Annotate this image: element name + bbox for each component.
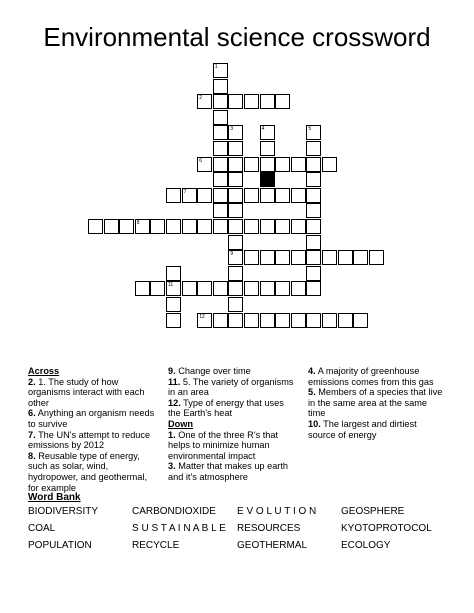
word-bank-item: RECYCLE [132, 540, 180, 551]
grid-cell[interactable] [260, 281, 275, 296]
word-bank-heading: Word Bank [28, 492, 81, 503]
word-bank-item: ECOLOGY [341, 540, 391, 551]
grid-cell[interactable] [150, 281, 165, 296]
word-bank-item: E V O L U T I O N [237, 506, 317, 517]
clue-across-11: 11. 5. The variety of organisms in an area [168, 376, 294, 398]
grid-cell[interactable] [135, 219, 150, 234]
grid-cell[interactable] [228, 219, 243, 234]
cell-number: 7 [183, 188, 187, 195]
grid-cell[interactable] [244, 94, 259, 109]
word-bank-item: GEOTHERMAL [237, 540, 308, 551]
grid-cell[interactable] [166, 297, 181, 312]
word-bank-item: RESOURCES [237, 523, 301, 534]
grid-cell[interactable] [166, 219, 181, 234]
clue-down-10: 10. The largest and dirtiest source of energy [308, 418, 417, 440]
grid-cell[interactable] [322, 313, 337, 328]
grid-cell[interactable] [260, 313, 275, 328]
word-bank-item: BIODIVERSITY [28, 506, 99, 517]
grid-cell[interactable] [338, 250, 353, 265]
clue-across-8: 8. Reusable type of energy, such as solar, wind, hydropower, and geothermal, for example [28, 450, 148, 493]
clues-col-3 [308, 366, 446, 440]
grid-cell[interactable] [353, 250, 368, 265]
grid-cell[interactable] [275, 250, 290, 265]
grid-cell[interactable] [291, 219, 306, 234]
grid-cell[interactable] [306, 266, 321, 281]
grid-cell[interactable] [228, 157, 243, 172]
cell-number: 8 [136, 220, 140, 226]
grid-black-cell [260, 172, 275, 187]
grid-cell[interactable] [213, 157, 228, 172]
grid-cell[interactable] [228, 141, 243, 156]
grid-cell[interactable] [213, 110, 228, 125]
grid-cell[interactable] [353, 313, 368, 328]
grid-cell[interactable] [244, 219, 259, 234]
grid-cell[interactable] [260, 188, 275, 203]
clue-across-2: 2. 1. The study of how organisms interact with each other [28, 376, 145, 408]
grid-cell[interactable] [260, 141, 275, 156]
grid-cell[interactable] [306, 219, 321, 234]
word-bank [0, 506, 474, 566]
grid-cell[interactable] [322, 157, 337, 172]
clue-across-6: 6. Anything an organism needs to survive [28, 408, 155, 429]
cell-number: 2 [199, 95, 202, 102]
grid-cell[interactable] [244, 250, 259, 265]
grid-cell[interactable] [182, 281, 197, 296]
grid-cell[interactable] [306, 172, 321, 187]
grid-cell[interactable] [291, 313, 306, 328]
grid-cell[interactable] [306, 141, 321, 156]
grid-cell[interactable] [291, 281, 306, 296]
grid-cell[interactable] [275, 188, 290, 203]
grid-cell[interactable] [166, 313, 181, 328]
clue-down-3: 3. Matter that makes up earth and it's atmosphere [168, 461, 289, 482]
grid-cell[interactable] [291, 157, 306, 172]
cell-number: 3 [230, 126, 234, 133]
grid-cell[interactable] [213, 125, 228, 140]
grid-cell[interactable] [197, 94, 212, 109]
word-bank-item: GEOSPHERE [341, 506, 405, 517]
grid-cell[interactable] [244, 188, 259, 203]
grid-cell[interactable] [306, 250, 321, 265]
grid-cell[interactable] [213, 203, 228, 218]
grid-cell[interactable] [228, 203, 243, 218]
grid-cell[interactable] [150, 219, 165, 234]
grid-cell[interactable] [228, 188, 243, 203]
grid-cell[interactable] [228, 235, 243, 250]
grid-cell[interactable] [213, 63, 228, 78]
grid-cell[interactable] [213, 79, 228, 94]
grid-cell[interactable] [275, 157, 290, 172]
grid-cell[interactable] [275, 281, 290, 296]
page-title: Environmental science crossword [43, 22, 431, 52]
cell-number: 1 [214, 64, 218, 70]
grid-cell[interactable] [306, 125, 321, 140]
grid-cell[interactable] [322, 250, 337, 265]
grid-cell[interactable] [166, 266, 181, 281]
grid-cell[interactable] [197, 188, 212, 203]
grid-cell[interactable] [135, 281, 150, 296]
grid-cell[interactable] [197, 313, 212, 328]
grid-cell[interactable] [338, 313, 353, 328]
grid-cell[interactable] [260, 219, 275, 234]
grid-cell[interactable] [197, 219, 212, 234]
grid-cell[interactable] [306, 235, 321, 250]
grid-cell[interactable] [260, 157, 275, 172]
grid-cell[interactable] [166, 281, 181, 296]
cell-number: 12 [199, 313, 205, 320]
grid-cell[interactable] [260, 125, 275, 140]
clue-across-7: 7. The UN's attempt to reduce emissions by 2012 [28, 429, 151, 451]
clue-down-1: 1. One of the three R's that helps to minimize human environmental impact [168, 429, 279, 461]
grid-cell[interactable] [369, 250, 384, 265]
grid-cell[interactable] [213, 313, 228, 328]
grid-cell[interactable] [182, 219, 197, 234]
down-heading: Down [168, 418, 194, 429]
clue-across-9: 9. Change over time [168, 366, 251, 376]
grid-cell[interactable] [228, 172, 243, 187]
grid-cell[interactable] [291, 250, 306, 265]
grid-cell[interactable] [197, 281, 212, 296]
grid-cell[interactable] [228, 281, 243, 296]
grid-cell[interactable] [275, 219, 290, 234]
grid-cell[interactable] [244, 281, 259, 296]
word-bank-item: CARBONDIOXIDE [132, 506, 216, 517]
grid-cell[interactable] [228, 125, 243, 140]
cell-number: 11 [168, 282, 174, 289]
across-heading: Across [28, 366, 60, 376]
word-bank-item: POPULATION [28, 540, 92, 551]
grid-cell[interactable] [306, 157, 321, 172]
cell-number: 4 [261, 126, 265, 133]
across-clues-col-1 [28, 366, 158, 493]
cell-number: 9 [230, 251, 234, 258]
clue-down-4: 4. A majority of greenhouse emissions comes from this gas [308, 366, 434, 387]
word-bank-item: COAL [28, 523, 56, 534]
word-bank-item: KYOTOPROTOCOL [341, 523, 432, 534]
grid-cell[interactable] [260, 94, 275, 109]
cell-number: 5 [308, 126, 312, 133]
grid-cell[interactable] [244, 157, 259, 172]
grid-cell[interactable] [213, 94, 228, 109]
grid-cell[interactable] [213, 219, 228, 234]
grid-cell[interactable] [306, 203, 321, 218]
grid-cell[interactable] [228, 313, 243, 328]
word-bank-item: S U S T A I N A B L E [132, 523, 226, 534]
grid-cell[interactable] [306, 188, 321, 203]
clues-col-2 [168, 366, 296, 483]
grid-cell[interactable] [275, 313, 290, 328]
grid-cell[interactable] [275, 94, 290, 109]
grid-cell[interactable] [213, 172, 228, 187]
clue-across-12: 12. Type of energy that uses the Earth's heat [168, 397, 284, 419]
grid-cell[interactable] [88, 219, 103, 234]
grid-cell[interactable] [228, 94, 243, 109]
grid-cell[interactable] [228, 266, 243, 281]
grid-cell[interactable] [306, 313, 321, 328]
grid-cell[interactable] [104, 219, 119, 234]
grid-cell[interactable] [260, 250, 275, 265]
grid-cell[interactable] [213, 141, 228, 156]
grid-cell[interactable] [119, 219, 134, 234]
grid-cell[interactable] [213, 281, 228, 296]
grid-cell[interactable] [228, 297, 243, 312]
grid-cell[interactable] [306, 281, 321, 296]
grid-cell[interactable] [244, 313, 259, 328]
grid-cell[interactable] [228, 250, 243, 265]
grid-cell[interactable] [197, 157, 212, 172]
grid-cell[interactable] [291, 188, 306, 203]
cell-number: 6 [199, 157, 202, 164]
grid-cell[interactable] [182, 188, 197, 203]
grid-cell[interactable] [166, 188, 181, 203]
clue-down-5: 5. Members of a species that live in the same area at the same time [308, 387, 443, 419]
grid-cell[interactable] [213, 188, 228, 203]
